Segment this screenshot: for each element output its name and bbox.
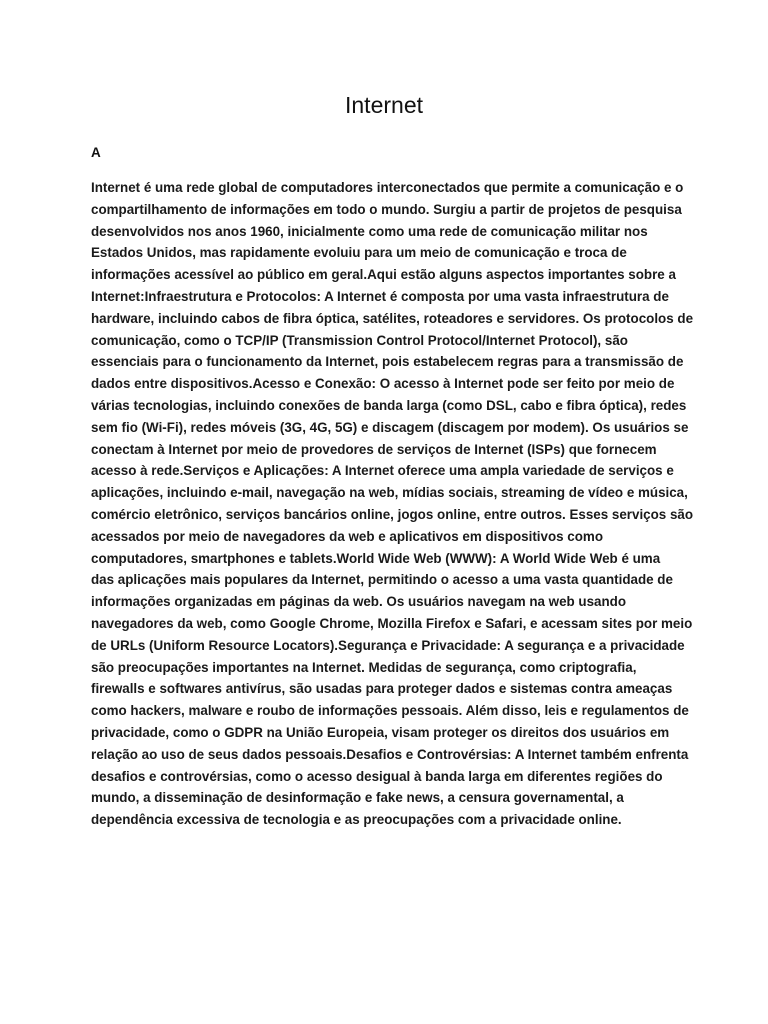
paragraph-line: são preocupações importantes na Internet. Medidas de segurança, como criptografia, — [91, 659, 637, 675]
paragraph-line: Estados Unidos, mas rapidamente evoluiu para um meio de comunicação e troca de — [91, 245, 627, 261]
paragraph-line: comércio eletrônico, serviços bancários online, jogos online, entre outros. Esses serviços são — [91, 506, 694, 522]
paragraph-line: essenciais para o funcionamento da Internet, pois estabelecem regras para a transmissão de — [91, 354, 684, 370]
paragraph-line: dados entre dispositivos.Acesso e Conexão: O acesso à Internet pode ser feito por meio de — [91, 376, 675, 392]
paragraph-line: várias tecnologias, incluindo conexões de banda larga (como DSL, cabo e fibra óptica), redes — [91, 397, 687, 413]
page-title: Internet — [345, 92, 423, 118]
paragraph-line: mundo, a disseminação de desinformação e fake news, a censura governamental, a — [91, 790, 624, 806]
paragraph-line: de URLs (Uniform Resource Locators).Segurança e Privacidade: A segurança e a privacidade — [91, 637, 685, 653]
paragraph-line: informações organizadas em páginas da web. Os usuários navegam na web usando — [91, 594, 627, 610]
paragraph-line: conectam à Internet por meio de provedores de serviços de Internet (ISPs) que fornecem — [91, 441, 657, 457]
paragraph-line: Internet:Infraestrutura e Protocolos: A Internet é composta por uma vasta infraestrutura de — [91, 288, 669, 304]
paragraph-line: firewalls e softwares antivírus, são usadas para proteger dados e sistemas contra ameaças — [91, 681, 673, 697]
paragraph-line: computadores, smartphones e tablets.World Wide Web (WWW): A World Wide Web é uma — [91, 550, 661, 566]
paragraph-line: aplicações, incluindo e-mail, navegação na web, mídias sociais, streaming de vídeo e música, — [91, 485, 688, 501]
paragraph-line: privacidade, como o GDPR na União Europeia, visam proteger os direitos dos usuários em — [91, 724, 670, 740]
paragraph-line: compartilhamento de informações em todo o mundo. Surgiu a partir de projetos de pesquisa — [91, 201, 682, 217]
paragraph-line: sem fio (Wi-Fi), redes móveis (3G, 4G, 5G) e discagem (discagem por modem). Os usuários se — [91, 419, 689, 435]
body-paragraph — [91, 177, 694, 831]
paragraph-line: navegadores da web, como Google Chrome, Mozilla Firefox e Safari, e acessam sites por meio — [91, 615, 693, 631]
paragraph-line: relação ao uso de seus dados pessoais.Desafios e Controvérsias: A Internet também enfrenta — [91, 746, 689, 762]
paragraph-line: desenvolvidos nos anos 1960, inicialmente como uma rede de comunicação militar nos — [91, 223, 648, 239]
paragraph-line: acesso à rede.Serviços e Aplicações: A Internet oferece uma ampla variedade de serviços e — [91, 463, 674, 479]
paragraph-line: hardware, incluindo cabos de fibra óptica, satélites, roteadores e servidores. Os protocolos de — [91, 310, 694, 326]
paragraph-line: informações acessível ao público em geral.Aqui estão alguns aspectos importantes sobre a — [91, 267, 676, 283]
paragraph-line: comunicação, como o TCP/IP (Transmission Control Protocol/Internet Protocol), são — [91, 332, 628, 348]
paragraph-line: como hackers, malware e roubo de informações pessoais. Além disso, leis e regulamentos de — [91, 703, 689, 719]
paragraph-line: dependência excessiva de tecnologia e as preocupações com a privacidade online. — [91, 812, 622, 828]
section-label: A — [91, 145, 101, 160]
paragraph-line: Internet é uma rede global de computadores interconectados que permite a comunicação e o — [91, 180, 684, 195]
paragraph-line: acessados por meio de navegadores da web e aplicativos em dispositivos como — [91, 528, 604, 544]
paragraph-line: desafios e controvérsias, como o acesso desigual à banda larga em diferentes regiões do — [91, 768, 663, 784]
paragraph-line: das aplicações mais populares da Internet, permitindo o acesso a uma vasta quantidade de — [91, 572, 673, 588]
